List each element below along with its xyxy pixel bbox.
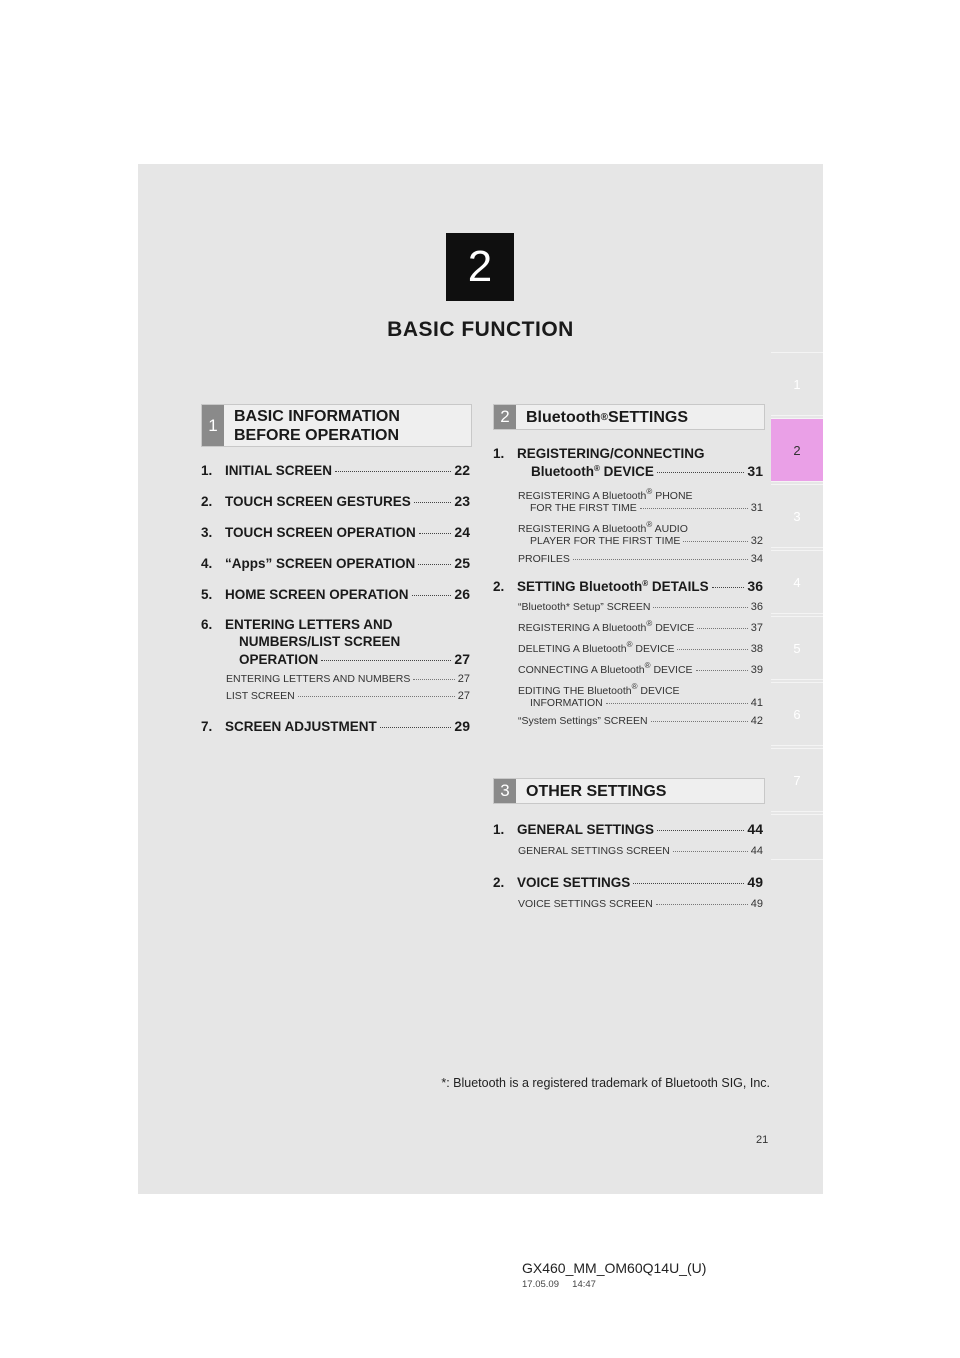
toc-entry[interactable]: 6. ENTERING LETTERS AND (201, 617, 393, 632)
tab-5[interactable]: 5 (771, 616, 823, 680)
section-2-header (493, 404, 765, 430)
toc-subentry[interactable]: “System Settings” SCREEN 42 (518, 715, 763, 727)
section-1-number: 1 (202, 405, 224, 446)
toc-entry[interactable]: 3. TOUCH SCREEN OPERATION 24 (201, 524, 470, 540)
toc-entry[interactable]: 1. INITIAL SCREEN 22 (201, 462, 470, 478)
tab-blank (771, 814, 823, 860)
tab-2[interactable]: 2 (771, 418, 823, 482)
chapter-number: 2 (446, 233, 514, 301)
tab-6[interactable]: 6 (771, 682, 823, 746)
chapter-title: BASIC FUNCTION (387, 318, 574, 341)
section-1-toc (201, 462, 470, 734)
toc-subentry[interactable]: “Bluetooth* Setup” SCREEN 36 (518, 601, 763, 613)
toc-subentry[interactable]: GENERAL SETTINGS SCREEN 44 (518, 845, 763, 857)
section-2-number: 2 (494, 405, 516, 429)
toc-subentry[interactable]: VOICE SETTINGS SCREEN 49 (518, 898, 763, 910)
toc-subentry-continued[interactable]: FOR THE FIRST TIME 31 (530, 502, 763, 514)
toc-entry[interactable]: 2. TOUCH SCREEN GESTURES 23 (201, 493, 470, 509)
toc-subentry[interactable]: EDITING THE Bluetooth® DEVICE (518, 682, 680, 697)
section-2-toc (493, 446, 763, 727)
tab-3[interactable]: 3 (771, 484, 823, 548)
toc-entry-continued[interactable]: OPERATION 27 (239, 651, 470, 667)
section-1-header (201, 404, 472, 447)
document-date: 17.05.09 14:47 (522, 1279, 596, 1290)
tab-7[interactable]: 7 (771, 748, 823, 812)
toc-subentry[interactable]: ENTERING LETTERS AND NUMBERS 27 (226, 673, 470, 685)
toc-subentry[interactable]: PROFILES 34 (518, 553, 763, 565)
section-2-title: Bluetooth ® SETTINGS (526, 408, 689, 426)
page-number: 21 (756, 1134, 769, 1146)
toc-subentry[interactable]: REGISTERING A Bluetooth® AUDIO (518, 520, 688, 535)
tab-4[interactable]: 4 (771, 550, 823, 614)
toc-entry[interactable]: 7. SCREEN ADJUSTMENT 29 (201, 718, 470, 734)
toc-entry-continued[interactable]: Bluetooth® DEVICE 31 (531, 463, 763, 479)
toc-entry-continued: NUMBERS/LIST SCREEN (239, 634, 401, 649)
tab-1[interactable]: 1 (771, 352, 823, 416)
section-1-title: BASIC INFORMATION BEFORE OPERATION (234, 407, 400, 444)
toc-subentry-continued[interactable]: PLAYER FOR THE FIRST TIME 32 (530, 535, 763, 547)
chapter-tabs (771, 352, 823, 862)
toc-subentry[interactable]: CONNECTING A Bluetooth® DEVICE 39 (518, 661, 763, 676)
section-3-title: OTHER SETTINGS (526, 782, 667, 800)
document-id: GX460_MM_OM60Q14U_(U) (522, 1260, 707, 1276)
toc-subentry[interactable]: REGISTERING A Bluetooth® PHONE (518, 487, 693, 502)
toc-entry[interactable]: 5. HOME SCREEN OPERATION 26 (201, 586, 470, 602)
section-3-header (493, 778, 765, 804)
toc-subentry[interactable]: REGISTERING A Bluetooth® DEVICE 37 (518, 619, 763, 634)
footnote: *: Bluetooth is a registered trademark of Bluetooth SIG, Inc. (441, 1076, 770, 1090)
toc-entry[interactable]: 1. GENERAL SETTINGS 44 (493, 821, 763, 837)
toc-entry[interactable]: 1. REGISTERING/CONNECTING (493, 446, 705, 461)
toc-entry[interactable]: 2. SETTING Bluetooth® DETAILS 36 (493, 578, 763, 594)
toc-subentry-continued[interactable]: INFORMATION 41 (530, 697, 763, 709)
section-3-toc (493, 821, 763, 910)
toc-subentry[interactable]: LIST SCREEN 27 (226, 690, 470, 702)
toc-entry[interactable]: 2. VOICE SETTINGS 49 (493, 874, 763, 890)
toc-entry[interactable]: 4. “Apps” SCREEN OPERATION 25 (201, 555, 470, 571)
section-3-number: 3 (494, 779, 516, 803)
toc-subentry[interactable]: DELETING A Bluetooth® DEVICE 38 (518, 640, 763, 655)
